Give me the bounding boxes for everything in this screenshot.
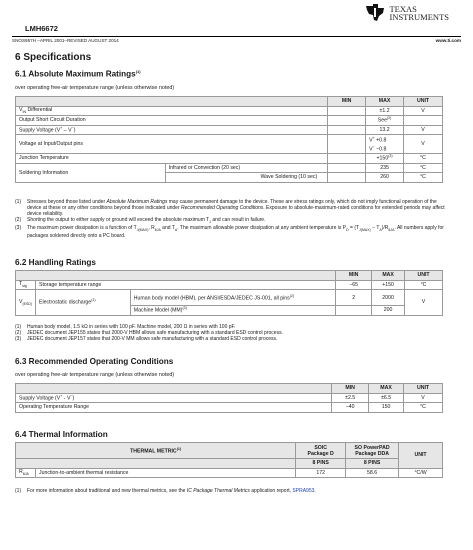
- param-cell: Supply Voltage (V+ – V−): [16, 125, 328, 135]
- recommended-subtitle: over operating free-air temperature range (unless otherwise noted): [15, 372, 175, 378]
- table-row: Wave Soldering (10 sec) 260 °C: [16, 173, 443, 183]
- junction-max-cell: $+150^{(3)}$: [366, 154, 404, 164]
- handling-table: [15, 270, 443, 316]
- table-row: $R_{\theta JA}$ Junction-to-ambient thermal resistance 172 58.6 °C/W: [16, 468, 443, 478]
- page-header: [12, 0, 461, 40]
- table-row: Output Short Circuit Duration See$^{(2)}$: [16, 116, 443, 126]
- table-header-row: 8 PINS 8 PINS: [16, 459, 443, 469]
- supply-param: Supply Voltage (V+ - V−): [16, 393, 332, 403]
- soic-header: SOIC Package D: [296, 443, 346, 459]
- esd-param: Electrostatic discharge$^{(1)}$: [36, 290, 131, 316]
- table-row: Soldering Information Infrared or Convection (20 sec) 235 °C: [16, 163, 443, 173]
- thermal-table: [15, 442, 443, 478]
- recommended-table: [15, 383, 443, 413]
- abs-max-subtitle: over operating free-air temperature range (unless otherwise noted): [15, 85, 175, 91]
- col-min: MIN: [328, 97, 366, 107]
- table-row: Voltage at Input/Output pins V+ +0.8 V− −0.8 V: [16, 135, 443, 154]
- revision-bar: [12, 36, 461, 43]
- abs-max-table: [15, 96, 443, 183]
- abs-max-title: 6.1 Absolute Maximum Ratings$^{(1)}$: [15, 69, 141, 79]
- handling-title: 6.2 Handling Ratings: [15, 258, 96, 267]
- table-row: $V_{(ESD)}$ Electrostatic discharge$^{(1)}$ Human body model (HBM), per ANSI/ESDA/JEDEC JS-001, all pins$^{(2)}$ 2 2000 V: [16, 290, 443, 306]
- footnote: (3) The maximum power dissipation is a function of $T_{J(MAX)}$, $R_{\theta JA}$ and $T_A$. The maximum allowable power dissipation at any ambient temperature is $P_D = (T_{J(MAX)} - T_A)/R_{\theta JA}$. All numbers apply for packages soldered directly onto a PC board.: [15, 225, 444, 239]
- tstg-symbol: $T_{stg}$: [16, 280, 36, 290]
- io-voltage-cell: V+ +0.8 V− −0.8: [366, 135, 404, 154]
- table-row: $V_{IN}$ Differential ±1.2 V: [16, 106, 443, 116]
- col-max: MAX: [366, 97, 404, 107]
- thermal-footnote: [15, 488, 445, 494]
- ti-logo-icon: [364, 3, 386, 23]
- footnote: (2) JEDEC document JEP155 states that 2000-V HBM allows safe manufacturing with a standard ESD control process.: [15, 330, 283, 336]
- site-url[interactable]: www.ti.com: [435, 38, 461, 43]
- col-unit: UNIT: [404, 97, 443, 107]
- table-row: Supply Voltage (V+ – V−) 13.2 V: [16, 125, 443, 135]
- footnote: (2) Shorting the output to either supply or ground will exceed the absolute maximum $T_J$ and can result in failure.: [15, 217, 266, 224]
- footnote: (3) JEDEC document JEP157 states that 200-V MM allows safe manufacturing with a standard ESD control process.: [15, 336, 278, 342]
- hbm-cell: Human body model (HBM), per ANSI/ESDA/JEDEC JS-001, all pins$^{(2)}$: [130, 290, 335, 306]
- ti-logo: [364, 3, 449, 23]
- table-row: Junction Temperature $+150^{(3)}$ °C: [16, 154, 443, 164]
- part-number: LMH6672: [25, 24, 58, 33]
- table-row: $T_{stg}$ Storage temperature range −65 +150 °C: [16, 280, 443, 290]
- powerpad-header: SO PowerPAD Package DDA: [346, 443, 399, 459]
- abs-max-footnotes: [15, 199, 445, 239]
- rtheta-symbol: $R_{\theta JA}$: [16, 468, 36, 478]
- spra953-link[interactable]: SPRA953: [292, 488, 315, 494]
- see-note-cell: See$^{(2)}$: [366, 116, 404, 126]
- footnote: (1) Human body model, 1.5 kΩ in series with 100 pF. Machine model, 200 Ω in series with 100 pF.: [15, 324, 236, 330]
- logo-text-texas: TEXAS: [389, 3, 417, 14]
- doc-revision: SNOS957H –APRIL 2001–REVISED AUGUST 2014: [12, 38, 119, 43]
- table-header-row: MIN MAX UNIT: [16, 384, 443, 394]
- table-row: Operating Temperature Range −40 150 °C: [16, 403, 443, 413]
- thermal-title: 6.4 Thermal Information: [15, 430, 108, 439]
- table-row: Machine Model (MM)$^{(3)}$ 200: [16, 306, 443, 316]
- table-header-row: MIN MAX UNIT: [16, 271, 443, 281]
- param-cell: $V_{IN}$ Differential: [16, 106, 328, 116]
- footnote: (1) Stresses beyond those listed under Absolute Maximum Ratings may cause permanent damage to the device. These are stress ratings only, which do not imply functional operation of the device at these or any other conditions beyond those indicated under Recommended Operating Conditions. Exposure to absolute-maximum-rated conditions for extended periods may affect device reliability.: [15, 199, 445, 217]
- footnote: (1) For more information about traditional and new thermal metrics, see the IC Package Thermal Metrics application report, SPRA953.: [15, 488, 316, 494]
- vesd-symbol: $V_{(ESD)}$: [16, 290, 36, 316]
- mm-cell: Machine Model (MM)$^{(3)}$: [130, 306, 335, 316]
- recommended-title: 6.3 Recommended Operating Conditions: [15, 357, 174, 366]
- table-header-row: THERMAL METRIC$^{(1)}$ SOIC Package D SO PowerPAD Package DDA UNIT: [16, 443, 443, 459]
- thermal-metric-header: THERMAL METRIC$^{(1)}$: [16, 443, 296, 459]
- section-title: 6 Specifications: [15, 52, 92, 63]
- handling-footnotes: [15, 324, 445, 342]
- table-header-row: [16, 97, 443, 107]
- table-row: Supply Voltage (V+ - V−) ±2.5 ±6.5 V: [16, 393, 443, 403]
- logo-text-instruments: INSTRUMENTS: [389, 12, 449, 22]
